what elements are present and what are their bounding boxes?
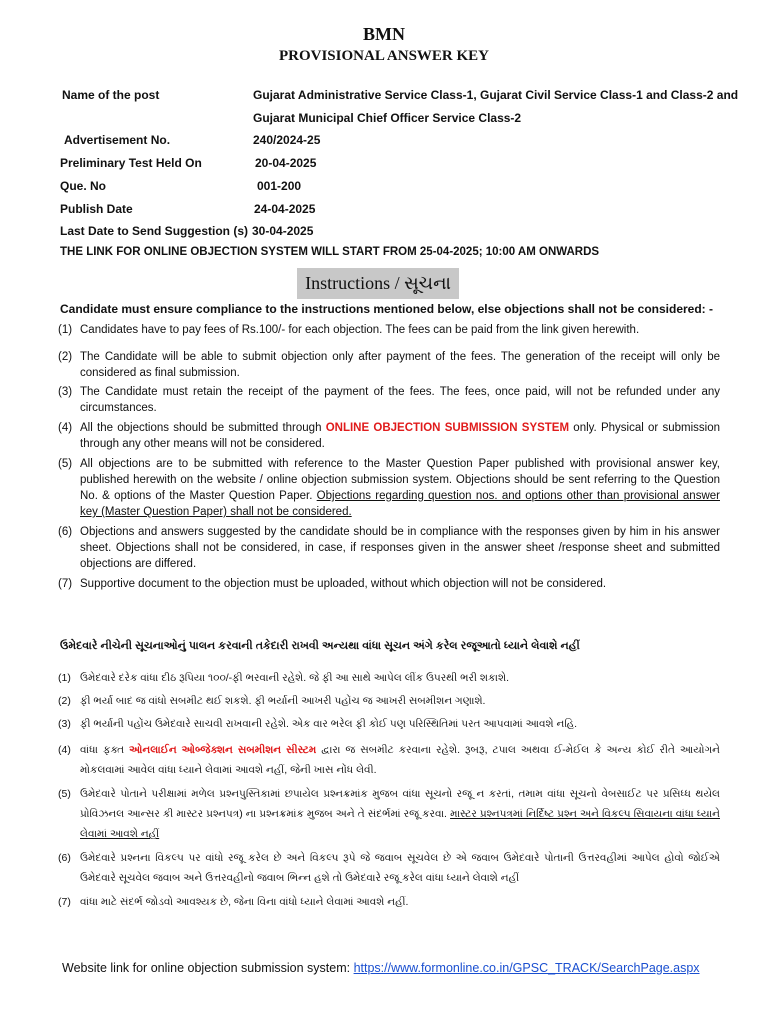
item-text-start: All the objections should be submitted through — [80, 422, 326, 434]
item-text: Objections and answers suggested by the candidate should be in compliance with the responses given by him in his answer sheet. Objections shall not be considered, in case, if responses given in the answer sheet /response sheet and submitted objections are differed. — [80, 526, 720, 570]
list-item — [58, 349, 720, 381]
item-number: (7) — [58, 578, 73, 590]
list-item — [58, 420, 720, 452]
info-block — [0, 0, 768, 250]
item-text-start: ઉમેદવારે પોતાને પરીક્ષામાં મળેલ પ્રશ્નપુસ્તિકામાં છપાયેલ પ્રશ્નક્રમાંક મુજબ વાંધા સૂચનો રજૂ ન કરતાં, તમામ વાંધા સૂચનો વેબસાઈટ પર પ્રસિધ્ધ થયેલ પ્રોવિઝનલ આન્સર કી માસ્ટર પ્રશ્નપત્ર) ના પ્રશ્નક્રમાંક મુજબ અને તે સંદર્ભમાં રજૂ કરવા. — [80, 788, 720, 820]
publish-date-value: 24-04-2025 — [254, 202, 316, 216]
question-range-label: Que. No — [60, 179, 107, 193]
list-item — [58, 576, 720, 592]
last-date-label: Last Date to Send Suggestion (s) — [60, 224, 249, 238]
compliance-statement: Candidate must ensure compliance to the instructions mentioned below, else objections shall not be considered: - — [60, 302, 713, 316]
list-item — [58, 668, 720, 688]
item-number: (2) — [58, 351, 73, 363]
footer-link-line — [62, 961, 700, 975]
list-item — [58, 456, 720, 520]
test-date-label: Preliminary Test Held On — [60, 156, 202, 170]
post-value-line2: Gujarat Municipal Chief Officer Service Class-2 — [253, 111, 522, 125]
list-item — [58, 740, 720, 780]
underlined-condition-gujarati: માસ્ટર પ્રશ્નપત્રમાં નિર્દિષ્ટ પ્રશ્ન અને વિકલ્પ સિવાયના વાંધા ધ્યાને લેવામાં આવશે નહીં — [80, 808, 720, 840]
item-text: Supportive document to the objection must be uploaded, without which objection will not be considered. — [80, 578, 607, 590]
item-text: ઉમેદવારે દરેક વાંધા દીઠ રૂપિયા ૧૦૦/-ફી ભરવાની રહેશે. જે ફી આ સાથે આપેલ લીંક ઉપરથી ભરી શકાશે. — [80, 672, 509, 684]
item-number: (1) — [58, 324, 73, 336]
publish-date-label: Publish Date — [60, 202, 133, 216]
item-number: (4) — [58, 744, 71, 756]
advertisement-label: Advertisement No. — [64, 133, 171, 147]
item-text: વાંધા માટે સંદર્ભ જોડવો આવશ્યક છે, જેના વિના વાંધો ધ્યાને લેવામાં આવશે નહીં. — [80, 896, 409, 908]
instructions-title: Instructions / સૂચના — [305, 273, 451, 293]
online-objection-system-highlight: ONLINE OBJECTION SUBMISSION SYSTEM — [325, 422, 570, 434]
item-text: ફી ભર્યા બાદ જ વાંધો સબમીટ થઈ શકશે. ફી ભર્યાની આખરી પહોંચ જ આખરી સબમીશન ગણાશે. — [80, 695, 486, 707]
item-text: ફી ભર્યાની પહોંચ ઉમેદવારે સાચવી રાખવાની રહેશે. એક વાર ભરેલ ફી કોઈ પણ પરિસ્થિતિમાં પરત આપવામાં આવશે નહિ. — [80, 718, 578, 730]
item-text: The Candidate must retain the receipt of the payment of the fees. The fees, once paid, will not be refunded under any circumstances. — [80, 386, 720, 414]
document-title: PROVISIONAL ANSWER KEY — [278, 48, 490, 64]
item-text: ઉમેદવારે પ્રશ્નના વિકલ્પ પર વાંધો રજૂ કરેલ છે અને વિકલ્પ રૂપે જે જવાબ સૂચવેલ છે એ જવાબ ઉમેદવારે પોતાની ઉત્તરવહીમાં આપેલ હોવો જોઈએ ઉમેદવારે સૂચવેલ જવાબ અને ઉત્તરવહીનો જવાબ ભિન્ન હશે તો ઉમેદવારે રજૂ કરેલ વાંધા ધ્યાને લેવાશે નહીં — [80, 852, 720, 884]
underlined-condition: Objections regarding question nos. and options other than provisional answer key (Master Question Paper) shall not be considered. — [80, 490, 720, 518]
item-text-start: વાંધા ફક્ત — [80, 744, 130, 756]
list-item — [58, 892, 720, 912]
list-item — [58, 784, 720, 844]
online-objection-notice: THE LINK FOR ONLINE OBJECTION SYSTEM WILL START FROM 25-04-2025; 10:00 AM ONWARDS — [60, 246, 600, 258]
advertisement-value: 240/2024-25 — [253, 133, 321, 147]
list-item — [58, 848, 720, 888]
item-text-start: All objections are to be submitted with reference to the Master Question Paper published with provisional answer key, published herewith on the website / online objection submission system. Objections should be sent referring to the Question No. & options of the Master Question Paper. — [80, 458, 720, 502]
question-range-value: 001-200 — [257, 179, 302, 193]
last-date-value: 30-04-2025 — [252, 224, 314, 238]
item-number: (4) — [58, 422, 73, 434]
item-text: The Candidate will be able to submit objection only after payment of the fees. The generation of the receipt will only be considered as final submission. — [80, 351, 720, 379]
objection-system-link[interactable]: https://www.formonline.co.in/GPSC_TRACK/SearchPage.aspx — [353, 961, 700, 975]
item-number: (5) — [58, 788, 71, 800]
english-instructions-list — [58, 322, 720, 592]
item-text-end: only. Physical or submission through any other means will not be considered. — [80, 422, 720, 450]
document-code: BMN — [363, 24, 405, 44]
item-number: (6) — [58, 852, 71, 864]
item-number: (7) — [58, 896, 71, 908]
instructions-heading — [297, 268, 459, 299]
item-number: (5) — [58, 458, 73, 470]
list-item — [58, 524, 720, 572]
footer-label: Website link for online objection submission system: — [62, 961, 354, 975]
list-item — [58, 384, 720, 416]
item-number: (6) — [58, 526, 73, 538]
item-number: (2) — [58, 695, 71, 707]
test-date-value: 20-04-2025 — [255, 156, 317, 170]
online-objection-system-highlight-gujarati: ઓનલાઈન ઓબ્જેક્શન સબમીશન સીસ્ટમ — [129, 744, 317, 756]
item-text-end: દ્વારા જ સબમીટ કરવાના રહેશે. રૂબરૂ, ટપાલ અથવા ઈ-મેઈલ કે અન્ય કોઈ રીતે આયોગને મોકલવામાં આવેલ વાંધા ધ્યાને લેવામાં આવશે નહીં, જેની ખાસ નોંધ લેવી. — [80, 744, 721, 776]
item-number: (3) — [58, 718, 71, 730]
item-number: (1) — [58, 672, 71, 684]
gujarati-instructions-list — [58, 668, 720, 912]
post-label: Name of the post — [62, 88, 160, 102]
item-text: Candidates have to pay fees of Rs.100/- for each objection. The fees can be paid from the link given herewith. — [80, 324, 640, 336]
list-item — [58, 691, 720, 711]
list-item — [58, 714, 720, 734]
item-number: (3) — [58, 386, 73, 398]
list-item — [58, 322, 720, 338]
gujarati-heading: ઉમેદવારે નીચેની સૂચનાઓનું પાલન કરવાની તકેદારી રાખવી અન્યથા વાંધા સૂચન અંગે કરેલ રજૂઆતો ધ્યાને લેવાશે નહીં — [60, 640, 580, 652]
post-value-line1: Gujarat Administrative Service Class-1, Gujarat Civil Service Class-1 and Class-2 and — [253, 88, 739, 102]
